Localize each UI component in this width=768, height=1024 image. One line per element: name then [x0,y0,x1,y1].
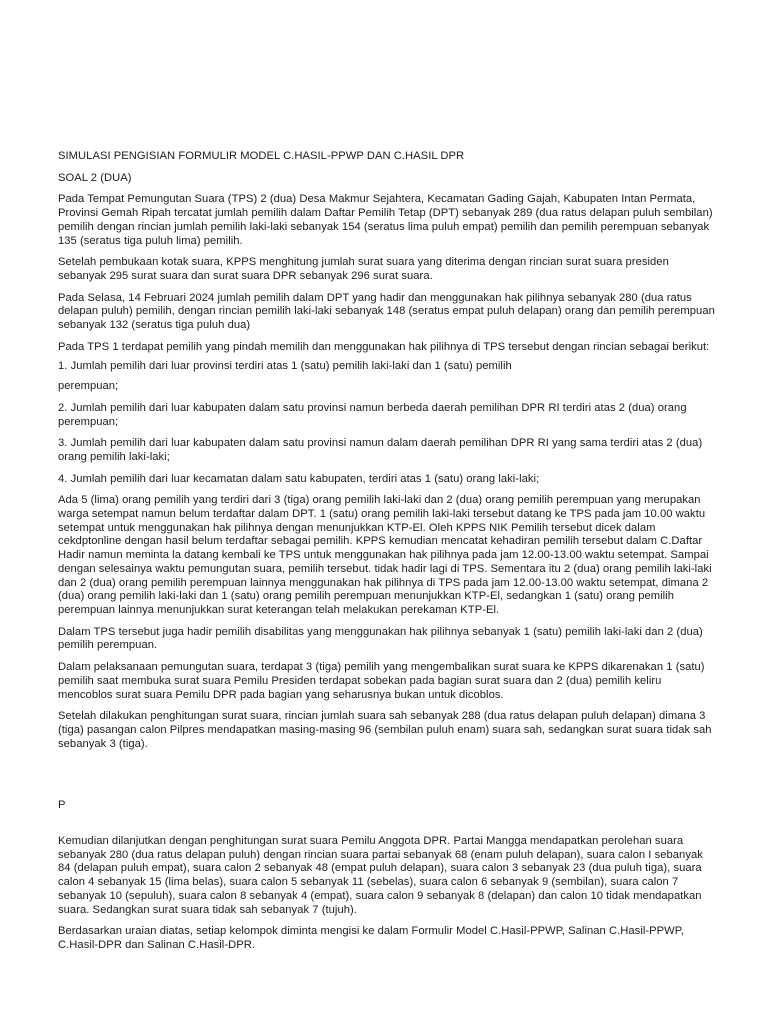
list-item-4: 4. Jumlah pemilih dari luar kecamatan dalam satu kabupaten, terdiri atas 1 (satu) orang laki-laki; [58,472,540,485]
paragraph-returned-ballots: Dalam pelaksanaan pemungutan suara, terdapat 3 (tiga) pemilih yang mengembalikan surat suara ke KPPS dikarenakan 1 (satu) pemilih saat membuka surat suara Pemilu Presiden terdapat sobekan pada bagian surat suara dan 2 (dua) pemilih keliru mencoblos surat suara Pemilu DPR pada bagian yang seharusnya bukan untuk dicoblos. [58,661,705,701]
spacer [58,759,718,799]
paragraph-voter-turnout: Pada Selasa, 14 Februari 2024 jumlah pemilih dalam DPT yang hadir dan menggunakan hak pilihnya sebanyak 280 (dua ratus delapan puluh) pemilih, dengan rincian pemilih laki-laki sebanyak 148 (seratus empat puluh delapan) orang dan pemilih perempuan sebanyak 132 (seratus tiga puluh dua) [58,291,715,332]
paragraph-disabled-voters: Dalam TPS tersebut juga hadir pemilih disabilitas yang menggunakan hak pilihnya sebanyak 1 (satu) pemilih laki-laki dan 2 (dua) pemilih perempuan. [58,625,703,652]
paragraph-unregistered-voters: Ada 5 (lima) orang pemilih yang terdiri dari 3 (tiga) orang pemilih laki-laki dan 2 (dua) orang pemilih perempuan yang merupakan warga setempat namun belum terdaftar dalam DPT. 1 (satu) orang pemilih laki-laki tersebut datang ke TPS pada jam 10.00 waktu setempat untuk menggunakan hak pilihnya dengan menunjukkan KTP-El. Oleh KPPS NIK Pemilih tersebut dicek dalam cekdptonline dengan hasil belum terdaftar sebagai pemilih. KPPS kemudian mencatat kehadiran pemilih tersebut dalam C.Daftar Hadir namun meminta la datang kembali ke TPS untuk menggunakan hak pilihnya pada jam 12.00-13.00 waktu setempat. Sampai dengan selesainya waktu pemungutan suara, pemilih tersebut. tidak hadir lagi di TPS. Sementara itu 2 (dua) orang pemilih laki-laki dan 2 (dua) orang pemilih perempuan lainnya menggunakan hak pilihnya di TPS pada jam 12.00-13.00 waktu setempat, dimana 2 (dua) orang pemilih laki-laki dan 1 (satu) orang pemilih perempuan menunjukkan KTP-El, sedangkan 1 (satu) orang pemilih perempuan lainnya menunjukkan surat keterangan telah melakukan perekaman KTP-El. [58,494,712,616]
document-subtitle: SOAL 2 (DUA) [58,171,132,184]
marker-letter: P [58,799,66,812]
paragraph-pilpres-results: Setelah dilakukan penghitungan surat suara, rincian jumlah suara sah sebanyak 288 (dua ratus delapan puluh delapan) dimana 3 (tiga) pasangan calon Pilpres mendapatkan masing-masing 96 (sembilan puluh enam) suara sah, sedangkan surat suara tidak sah sebanyak 3 (tiga). [58,710,712,750]
list-item-3: 3. Jumlah pemilih dari luar kabupaten dalam satu provinsi namun dalam daerah pemilihan DPR RI yang sama terdiri atas 2 (dua) orang pemilih laki-laki; [58,437,703,463]
paragraph-instructions: Berdasarkan uraian diatas, setiap kelompok diminta mengisi ke dalam Formulir Model C.Hasil-PPWP, Salinan C.Hasil-PPWP, C.Hasil-DPR dan Salinan C.Hasil-DPR. [58,925,685,951]
document-page [58,150,718,961]
paragraph-ballots-received: Setelah pembukaan kotak suara, KPPS menghitung jumlah surat suara yang diterima dengan rincian surat suara presiden sebanyak 295 surat suara dan surat suara DPR sebanyak 296 surat suara. [58,256,669,282]
document-title: SIMULASI PENGISIAN FORMULIR MODEL C.HASIL-PPWP DAN C.HASIL DPR [58,150,465,162]
paragraph-dpt: Pada Tempat Pemungutan Suara (TPS) 2 (dua) Desa Makmur Sejahtera, Kecamatan Gading Gajah, Kabupaten Intan Permata, Provinsi Gemah Ripah tercatat jumlah pemilih dalam Daftar Pemilih Tetap (DPT) sebanyak 289 (dua ratus delapan puluh sembilan) pemilih dengan rincian jumlah pemilih laki-laki sebanyak 154 (seratus lima puluh empat) pemilih dan pemilih perempuan sebanyak 135 (seratus tiga puluh lima) pemilih. [58,193,713,247]
list-item-1: 1. Jumlah pemilih dari luar provinsi terdiri atas 1 (satu) pemilih laki-laki dan 1 (satu) pemilih [58,360,512,373]
list-item-1-continued: perempuan; [58,380,119,393]
paragraph-moving-voters: Pada TPS 1 terdapat pemilih yang pindah memilih dan menggunakan hak pilihnya di TPS tersebut dengan rincian sebagai berikut: [58,340,710,353]
list-item-2: 2. Jumlah pemilih dari luar kabupaten dalam satu provinsi namun berbeda daerah pemilihan DPR RI terdiri atas 2 (dua) orang perempuan; [58,401,687,428]
spacer-small [58,821,718,835]
paragraph-dpr-results: Kemudian dilanjutkan dengan penghitungan surat suara Pemilu Anggota DPR. Partai Mangga mendapatkan perolehan suara sebanyak 280 (dua ratus delapan puluh) dengan rincian suara partai sebanyak 68 (enam puluh delapan), suara calon I sebanyak 84 (delapan puluh empat), suara calon 2 sebanyak 48 (empat puluh delapan), suara calon 3 sebanyak 23 (dua puluh tiga), suara calon 4 sebanyak 15 (lima belas), suara calon 5 sebanyak 11 (sebelas), suara calon 6 sebanyak 9 (sembilan), suara calon 7 sebanyak 10 (sepuluh), suara calon 8 sebanyak 4 (empat), suara calon 9 sebanyak 8 (delapan) dan calon 10 tidak mendapatkan suara. Sedangkan surat suara tidak sah sebanyak 7 (tujuh). [58,835,703,916]
